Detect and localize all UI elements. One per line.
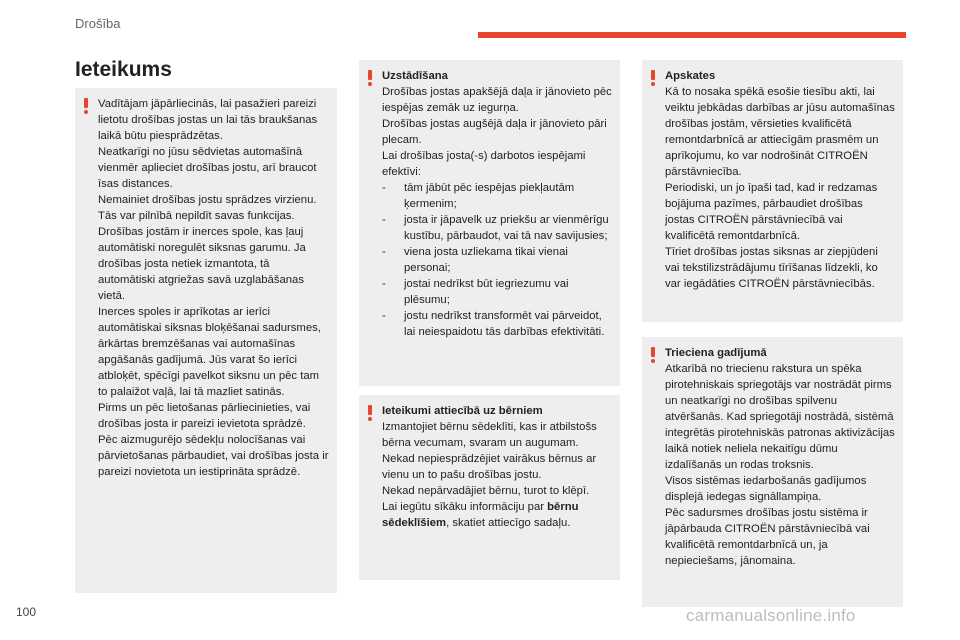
general-paragraph: Pēc aizmugurējo sēdekļu nolocīšanas vai pārvietošanas pārbaudiet, vai drošības josta ir pareizi novietota un iestiprināta sprādzē. (98, 434, 329, 478)
collision-paragraph: Visos sistēmas iedarbošanās gadījumos displejā iedegas signāllampiņa. (665, 475, 867, 503)
list-item-text: jostu nedrīkst transformēt vai pārveidot, lai neiespaidotu tās darbības efektivitāti. (404, 310, 605, 338)
children-advice-box (359, 395, 620, 580)
children-reference-text: Lai iegūtu sīkāku informāciju par (382, 501, 548, 513)
general-advice-box (75, 88, 337, 593)
list-item (382, 308, 612, 340)
inspections-paragraph: Kā to nosaka spēkā esošie tiesību akti, lai veiktu jebkādas darbības ar jūsu automašīnas drošības jostām, vērsieties kvalificētā remontdarbnīcā ar attiecīgām prasmēm un aprīkojumu, ko var nodrošināt CITROËN pārstāvniecība. (665, 86, 895, 178)
watermark: carmanualsonline.info (686, 606, 856, 625)
list-item (382, 212, 612, 244)
child-seats-reference: bērnu sēdeklīšiem (382, 501, 579, 529)
inspections-box (642, 60, 903, 322)
list-item (382, 276, 612, 308)
installation-paragraph: Drošības jostas apakšējā daļa ir jānovieto pēc iespējas zemāk uz iegurņa. (382, 86, 612, 114)
page-number: 100 (16, 605, 37, 619)
collision-box (642, 337, 903, 607)
installation-box (359, 60, 620, 386)
list-item-text: josta ir jāpavelk uz priekšu ar vienmērīgu kustību, pārbaudot, vai tā nav savijusies; (404, 214, 609, 242)
installation-title: Uzstādīšana (382, 70, 448, 82)
children-reference-text: , skatiet attiecīgo sadaļu. (446, 517, 571, 529)
general-paragraph: Inerces spoles ir aprīkotas ar ierīci automātiskai siksnas bloķēšanai sadursmes, ārkārtas bremzēšanas vai automašīnas apgāšanās gadījumā. Jūs varat šo ierīci atbloķēt, spēcīgi pavelkot siksnu un pēc tam to palaižot vaļā, lai tā mazliet satinās. (98, 306, 321, 398)
general-paragraph: Vadītājam jāpārliecinās, lai pasažieri pareizi lietotu drošības jostas un lai tās braukšanas laikā būtu piesprādzētas. (98, 98, 318, 142)
warning-exclamation-icon (651, 347, 655, 363)
list-item (382, 180, 612, 212)
collision-title: Trieciena gadījumā (665, 347, 767, 359)
children-reference (382, 499, 612, 531)
warning-exclamation-icon (368, 70, 372, 86)
general-paragraph: Neatkarīgi no jūsu sēdvietas automašīnā vienmēr aplieciet drošības jostu, arī braucot īsas distances. (98, 146, 317, 190)
children-paragraph: Nekad nepiesprādzējiet vairākus bērnus ar vienu un to pašu drošības jostu. (382, 453, 597, 481)
list-dash: - (382, 182, 386, 194)
collision-paragraph: Pēc sadursmes drošības jostu sistēma ir jāpārbauda CITROËN pārstāvniecībā vai kvalificētā remontdarbnīcā un, ja nepieciešams, jānomaina. (665, 507, 870, 567)
collision-paragraph: Atkarībā no triecienu rakstura un spēka pirotehniskais spriegotājs var nostrādāt pirms un neatkarīgi no drošības spilvenu atvēršanās. Kad spriegotāji nostrādā, sistēmā integrētās pirotehniskās patronas aktivizācijas laikā notiek neliela nekaitīgu dūmu izdalīšanās un rodas troksnis. (665, 363, 895, 471)
children-title: Ieteikumi attiecībā uz bērniem (382, 405, 543, 417)
warning-exclamation-icon (651, 70, 655, 86)
inspections-title: Apskates (665, 70, 716, 82)
list-item (382, 244, 612, 276)
children-paragraph: Nekad nepārvadājiet bērnu, turot to klēpī. (382, 485, 590, 497)
list-dash: - (382, 278, 386, 290)
section-header: Drošība (75, 16, 121, 31)
general-paragraph: Drošības jostām ir inerces spole, kas ļauj automātiski noregulēt siksnas garumu. Ja drošības josta netiek izmantota, tā automātiski atgriežas savā uzglabāšanas vietā. (98, 226, 306, 302)
general-paragraph: Pirms un pēc lietošanas pārliecinieties, vai drošības josta ir pareizi ievietota sprādzē. (98, 402, 311, 430)
warning-exclamation-icon (84, 98, 88, 114)
warning-exclamation-icon (368, 405, 372, 421)
list-item-text: jostai nedrīkst būt iegriezumu vai plēsumu; (404, 278, 569, 306)
header-accent-bar (478, 32, 906, 38)
children-paragraph: Izmantojiet bērnu sēdeklīti, kas ir atbilstošs bērna vecumam, svaram un augumam. (382, 421, 597, 449)
inspections-paragraph: Tīriet drošības jostas siksnas ar ziepjūdeni vai tekstilizstrādājumu tīrīšanas līdzekli, ko var iegādāties CITROËN pārstāvniecībās. (665, 246, 878, 290)
general-paragraph: Nemainiet drošības jostu sprādzes virzienu. Tās var pilnībā nepildīt savas funkcijas. (98, 194, 317, 222)
list-item-text: viena josta uzliekama tikai vienai personai; (404, 246, 568, 274)
list-dash: - (382, 214, 386, 226)
page-title: Ieteikums (75, 58, 172, 81)
list-dash: - (382, 310, 386, 322)
installation-paragraph: Drošības jostas augšējā daļa ir jānovieto pāri plecam. (382, 118, 607, 146)
inspections-paragraph: Periodiski, un jo īpaši tad, kad ir redzamas bojājuma pazīmes, pārbaudiet drošības jostas CITROËN pārstāvniecībā vai kvalificētā remontdarbnīcā. (665, 182, 878, 242)
installation-paragraph: Lai drošības josta(-s) darbotos iespējami efektīvi: (382, 150, 586, 178)
list-item-text: tām jābūt pēc iespējas piekļautām ķermenim; (404, 182, 575, 210)
list-dash: - (382, 246, 386, 258)
